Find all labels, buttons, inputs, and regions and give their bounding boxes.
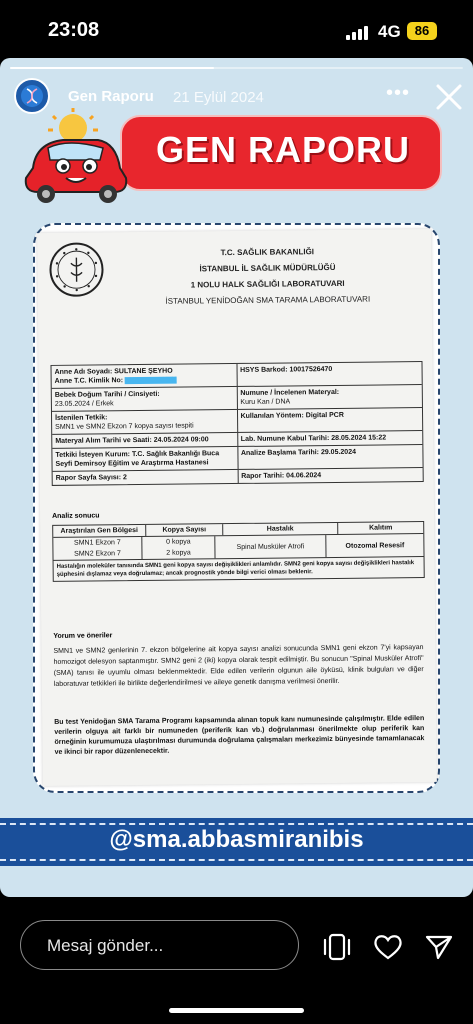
status-bar <box>0 0 473 60</box>
reply-bar <box>0 897 473 1024</box>
story-progress-fill <box>10 67 214 69</box>
sample-value: Kuru Kan / DNA <box>240 398 291 406</box>
birth-label: Bebek Doğum Tarihi / Cinsiyeti: <box>54 390 160 399</box>
table-cell: 0 kopya <box>166 538 191 546</box>
header-line-sma-lab: İSTANBUL YENİDOĞAN SMA TARAMA LABORATUVARI <box>165 294 371 306</box>
test-label: İstenilen Tetkik: <box>55 414 108 422</box>
table-row: SMN1 Ekzon 7 <box>73 539 121 547</box>
more-options-icon[interactable]: ••• <box>386 82 411 104</box>
message-field[interactable] <box>20 920 299 970</box>
result-header-inheritance: Kalıtım <box>369 524 393 532</box>
story-viewer[interactable] <box>0 58 473 897</box>
document-header <box>107 243 428 310</box>
hsys-barcode: HSYS Barkod: 10017526470 <box>240 365 333 374</box>
comments-text: SMN1 ve SMN2 genlerinin 7. ekzon bölgelerine ait kopya sayısı analizi sonucunda SMN1 geni ekzon 7'yi kapsayan homozigot delesyon saptanmıştır. SMN2 geni 2 (iki) kopya olarak tespit edilmiştir. Bu sonucun "Spinal Musküler Atrofi" (SMA) tanısı ile uyumlu olması beklenmektedir. Elde edilen verilerin olgunun aile öyküsü, klinik bulguları ve diğer laboratuvar tetkikleri ile birlikte değerlendirilmesi ve aileye genetik danışma verilmesi önerilir. <box>53 644 424 688</box>
header-line-lab: 1 NOLU HALK SAĞLIĞI LABORATUVARI <box>190 278 345 290</box>
result-header-gene: Araştırılan Gen Bölgesi <box>53 525 146 537</box>
status-time: 23:08 <box>48 19 100 41</box>
result-header-disease: Hastalık <box>223 523 338 535</box>
table-cell: 2 kopya <box>166 549 191 557</box>
lab-report-document <box>37 229 437 786</box>
home-indicator <box>169 1008 304 1013</box>
material-date: Materyal Alım Tarihi ve Saati: 24.05.2024 09:00 <box>52 433 238 448</box>
send-icon[interactable] <box>424 933 454 961</box>
acceptance-date: Lab. Numune Kabul Tarihi: 28.05.2024 15:22 <box>240 434 387 443</box>
inheritance-type: Otozomal Resesif <box>345 541 405 550</box>
comments-title: Yorum ve öneriler <box>53 632 113 640</box>
header-line-directorate: İSTANBUL İL SAĞLIK MÜDÜRLÜĞÜ <box>199 262 336 274</box>
header-line-ministry: T.C. SAĞLIK BAKANLIĞI <box>220 247 315 258</box>
patient-info-table <box>50 361 423 486</box>
title-banner <box>120 115 442 191</box>
mother-id-label: Anne T.C. Kimlik No: <box>54 377 124 385</box>
result-note: Hastalığın moleküler tanısında SMN1 geni kopya sayısı değişiklikleri anlamlıdır. SMN2 geni kopya sayısı değişiklikleri hastalık şüphesini dışlamaz veya doğrulamaz; ancak prognostik yönde bilgi verici olması beklenir. <box>56 560 415 578</box>
heart-icon[interactable] <box>373 933 403 961</box>
result-table <box>52 521 425 582</box>
analysis-start-date: Analize Başlama Tarihi: 29.05.2024 <box>240 448 357 457</box>
birth-value: 23.05.2024 / Erkek <box>54 400 114 408</box>
test-value: SMN1 ve SMN2 Ekzon 7 kopya sayısı tespiti <box>55 422 194 431</box>
page-count: Rapor Sayfa Sayısı: 2 <box>53 470 239 485</box>
ministry-seal-icon <box>49 242 104 297</box>
report-date: Rapor Tarihi: 04.06.2024 <box>241 472 322 480</box>
account-handle[interactable]: @sma.abbasmiranibis <box>109 826 364 853</box>
redacted-id: XXXXXXXXXXX <box>125 376 177 385</box>
mother-name: Anne Adı Soyadı: SULTANE ŞEYHO <box>54 367 173 376</box>
requesting-institution: Tetkiki İsteyen Kurum: T.C. Sağlık Bakanlığı Buca Seyfi Demirsoy Eğitim ve Araştırma Hastanesi <box>52 447 238 471</box>
handle-banner <box>0 818 473 866</box>
battery-icon: 86 <box>407 22 437 40</box>
table-row: SMN2 Ekzon 7 <box>74 550 121 558</box>
analysis-title: Analiz sonucu <box>52 512 100 520</box>
story-progress-bar <box>10 67 463 69</box>
signal-icon <box>346 26 370 40</box>
cartoon-car-icon <box>18 108 133 208</box>
network-type: 4G <box>378 22 401 41</box>
message-input[interactable] <box>45 933 279 959</box>
sample-label: Numune / İncelenen Materyal: <box>240 388 340 397</box>
close-icon[interactable] <box>434 82 464 112</box>
story-date: 21 Eylül 2024 <box>173 89 264 106</box>
comments-text-2: Bu test Yenidoğan SMA Tarama Programı kapsamında alınan topuk kanı numunesinde çalışılmıştır. Elde edilen verilerin olguya ait farklı bir numuneden (periferik kan vb.) doğrulanması önerilmekte olup periferik kan örneğinin kurumumuza ulaştırılması durumunda doğrulama çalışmaları merkezimiz bünyesinde tamamlanacak ve ikinci bir rapor düzenlenecektir. <box>54 715 425 756</box>
banner-title: GEN RAPORU <box>155 129 411 170</box>
result-header-copies: Kopya Sayısı <box>146 524 223 536</box>
story-username[interactable]: Gen Raporu <box>68 88 154 105</box>
method: Kullanılan Yöntem: Digital PCR <box>240 411 344 420</box>
disease-name: Spinal Musküler Atrofi <box>236 542 305 551</box>
gallery-icon[interactable] <box>322 933 352 961</box>
dna-icon <box>20 84 44 108</box>
